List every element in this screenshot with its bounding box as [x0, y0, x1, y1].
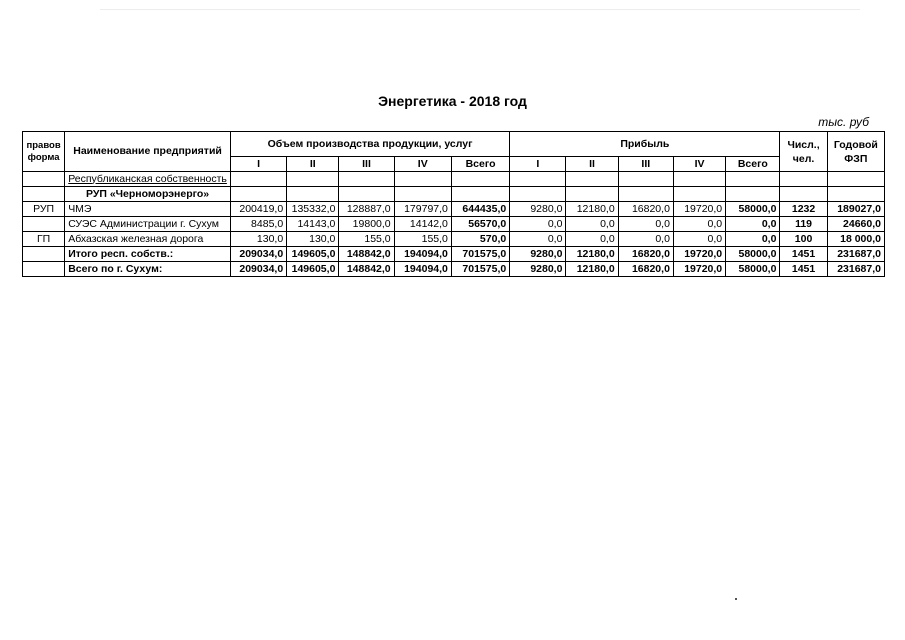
profit-cell: 58000,0: [726, 262, 780, 277]
production-cell: 644435,0: [451, 202, 509, 217]
production-cell: 701575,0: [451, 262, 509, 277]
production-cell: 14142,0: [394, 217, 451, 232]
profit-cell: 19720,0: [673, 247, 725, 262]
header-profit-q3: III: [618, 157, 673, 172]
group-label: РУП «Черноморэнерго»: [65, 187, 231, 202]
production-cell: 209034,0: [230, 262, 286, 277]
header-profit-q2: II: [566, 157, 618, 172]
profit-cell: 19720,0: [673, 202, 725, 217]
profit-cell: 9280,0: [510, 247, 566, 262]
legal-form-cell: [23, 262, 65, 277]
header-prod-q2: II: [287, 157, 339, 172]
profit-cell: 0,0: [566, 232, 618, 247]
header-form: правов форма: [23, 132, 65, 172]
production-cell: 200419,0: [230, 202, 286, 217]
profit-cell: 9280,0: [510, 202, 566, 217]
production-cell: 8485,0: [230, 217, 286, 232]
production-cell: 155,0: [394, 232, 451, 247]
profit-cell: 12180,0: [566, 202, 618, 217]
profit-cell: 0,0: [510, 217, 566, 232]
production-cell: 155,0: [339, 232, 394, 247]
header-production: Объем производства продукции, услуг: [230, 132, 509, 157]
legal-form-cell: РУП: [23, 202, 65, 217]
production-cell: 130,0: [230, 232, 286, 247]
table-row: [23, 202, 885, 217]
legal-form-cell: ГП: [23, 232, 65, 247]
production-cell: 14143,0: [287, 217, 339, 232]
profit-cell: 0,0: [726, 232, 780, 247]
production-cell: 135332,0: [287, 202, 339, 217]
header-profit-q4: IV: [673, 157, 725, 172]
table-row: [23, 217, 885, 232]
production-cell: 148842,0: [339, 262, 394, 277]
header-profit-q1: I: [510, 157, 566, 172]
production-cell: 570,0: [451, 232, 509, 247]
scan-edge-line: [100, 9, 860, 10]
group-row: [23, 187, 885, 202]
profit-cell: 9280,0: [510, 262, 566, 277]
profit-cell: 58000,0: [726, 247, 780, 262]
production-cell: 209034,0: [230, 247, 286, 262]
header-staff: Числ., чел.: [780, 132, 827, 172]
section-row: [23, 172, 885, 187]
table-row: [23, 232, 885, 247]
profit-cell: 0,0: [566, 217, 618, 232]
fzp-cell: 24660,0: [827, 217, 884, 232]
staff-cell: 1232: [780, 202, 827, 217]
production-cell: 128887,0: [339, 202, 394, 217]
legal-form-cell: [23, 217, 65, 232]
fzp-cell: 231687,0: [827, 247, 884, 262]
production-cell: 19800,0: [339, 217, 394, 232]
profit-cell: 0,0: [618, 217, 673, 232]
page-title: Энергетика - 2018 год: [378, 93, 527, 109]
production-cell: 701575,0: [451, 247, 509, 262]
profit-cell: 58000,0: [726, 202, 780, 217]
data-rows: [23, 202, 885, 277]
production-cell: 194094,0: [394, 247, 451, 262]
profit-cell: 16820,0: [618, 247, 673, 262]
fzp-cell: 18 000,0: [827, 232, 884, 247]
profit-cell: 16820,0: [618, 202, 673, 217]
fzp-cell: 231687,0: [827, 262, 884, 277]
production-cell: 179797,0: [394, 202, 451, 217]
total-label-cell: Всего по г. Сухум:: [65, 262, 231, 277]
profit-cell: 0,0: [673, 217, 725, 232]
legal-form-cell: [23, 247, 65, 262]
profit-cell: 12180,0: [566, 262, 618, 277]
staff-cell: 100: [780, 232, 827, 247]
enterprise-name-cell: ЧМЭ: [65, 202, 231, 217]
staff-cell: 119: [780, 217, 827, 232]
profit-cell: 16820,0: [618, 262, 673, 277]
profit-cell: 12180,0: [566, 247, 618, 262]
staff-cell: 1451: [780, 262, 827, 277]
header-prod-q1: I: [230, 157, 286, 172]
profit-cell: 19720,0: [673, 262, 725, 277]
scan-speck: [735, 598, 737, 600]
header-name: Наименование предприятий: [65, 132, 231, 172]
header-prod-total: Всего: [451, 157, 509, 172]
profit-cell: 0,0: [618, 232, 673, 247]
enterprise-name-cell: Абхазская железная дорога: [65, 232, 231, 247]
total-row: [23, 247, 885, 262]
unit-label: тыс. руб: [818, 115, 869, 129]
header-profit-total: Всего: [726, 157, 780, 172]
fzp-cell: 189027,0: [827, 202, 884, 217]
header-profit: Прибыль: [510, 132, 780, 157]
total-row: [23, 262, 885, 277]
profit-cell: 0,0: [673, 232, 725, 247]
production-cell: 149605,0: [287, 262, 339, 277]
profit-cell: 0,0: [726, 217, 780, 232]
profit-cell: 0,0: [510, 232, 566, 247]
energy-table: [22, 131, 885, 277]
header-fzp: Годовой ФЗП: [827, 132, 884, 172]
production-cell: 194094,0: [394, 262, 451, 277]
ownership-label: Республиканская собственность: [65, 172, 231, 187]
production-cell: 130,0: [287, 232, 339, 247]
total-label-cell: Итого респ. собств.:: [65, 247, 231, 262]
enterprise-name-cell: СУЭС Администрации г. Сухум: [65, 217, 231, 232]
production-cell: 148842,0: [339, 247, 394, 262]
header-prod-q3: III: [339, 157, 394, 172]
staff-cell: 1451: [780, 247, 827, 262]
production-cell: 149605,0: [287, 247, 339, 262]
header-prod-q4: IV: [394, 157, 451, 172]
production-cell: 56570,0: [451, 217, 509, 232]
